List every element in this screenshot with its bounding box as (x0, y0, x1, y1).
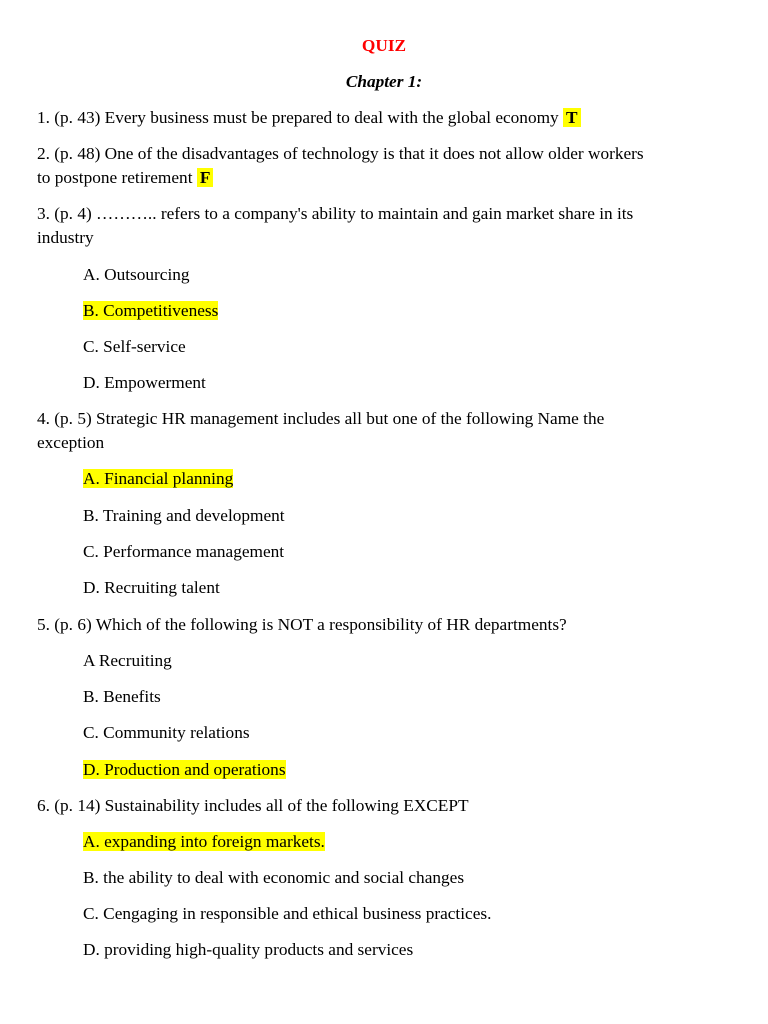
quiz-title: QUIZ (361, 36, 407, 55)
option-text: C. Cengaging in responsible and ethical business practices. (83, 904, 492, 923)
question-3-option-c (83, 335, 186, 359)
question-3-line-1: 3. (p. 4) ……….. refers to a company's ability to maintain and gain market share in its (37, 204, 634, 223)
chapter-heading: Chapter 1: (345, 72, 423, 91)
question-4-option-b (83, 504, 285, 528)
question-3-option-a (83, 263, 190, 287)
option-text: D. Empowerment (83, 373, 206, 392)
question-5-option-c (83, 721, 250, 745)
question-2-line-1: 2. (p. 48) One of the disadvantages of technology is that it does not allow older workers (37, 144, 644, 163)
question-5-option-b (83, 685, 161, 709)
question-4-option-a (83, 467, 233, 491)
question-6-option-b (83, 866, 464, 890)
option-text: C. Self-service (83, 337, 186, 356)
question-6: 6. (p. 14) Sustainability includes all of the following EXCEPT (37, 796, 469, 815)
question-5-option-d (83, 758, 286, 782)
question-4-option-c (83, 540, 284, 564)
option-text-highlighted: A. Financial planning (83, 469, 234, 488)
option-text: C. Performance management (83, 542, 285, 561)
question-4-line-2: exception (37, 433, 105, 452)
question-2-line-2 (37, 166, 213, 190)
question-3-option-b (83, 299, 218, 323)
question-6-option-d (83, 938, 413, 962)
option-text-highlighted: A. expanding into foreign markets. (83, 832, 325, 851)
option-text: D. providing high-quality products and services (83, 940, 414, 959)
option-text-highlighted: D. Production and operations (83, 760, 286, 779)
option-text: A Recruiting (83, 651, 172, 670)
question-4-option-d (83, 576, 220, 600)
question-3-line-2: industry (37, 228, 94, 247)
question-6-option-c (83, 902, 491, 926)
question-1 (37, 106, 581, 130)
question-4-line-1: 4. (p. 5) Strategic HR management includes all but one of the following Name the (37, 409, 605, 428)
question-2-answer: F (197, 168, 214, 187)
option-text: B. the ability to deal with economic and social changes (83, 868, 465, 887)
question-3-option-d (83, 371, 206, 395)
question-5: 5. (p. 6) Which of the following is NOT a responsibility of HR departments? (37, 615, 567, 634)
question-5-option-a (83, 649, 172, 673)
option-text: B. Benefits (83, 687, 161, 706)
option-text: A. Outsourcing (83, 265, 190, 284)
option-text: C. Community relations (83, 723, 250, 742)
question-1-text: 1. (p. 43) Every business must be prepared to deal with the global economy (37, 108, 559, 127)
question-2-text: to postpone retirement (37, 168, 193, 187)
question-1-answer: T (563, 108, 581, 127)
question-6-option-a (83, 830, 325, 854)
option-text-highlighted: B. Competitiveness (83, 301, 219, 320)
option-text: B. Training and development (83, 506, 285, 525)
option-text: D. Recruiting talent (83, 578, 220, 597)
